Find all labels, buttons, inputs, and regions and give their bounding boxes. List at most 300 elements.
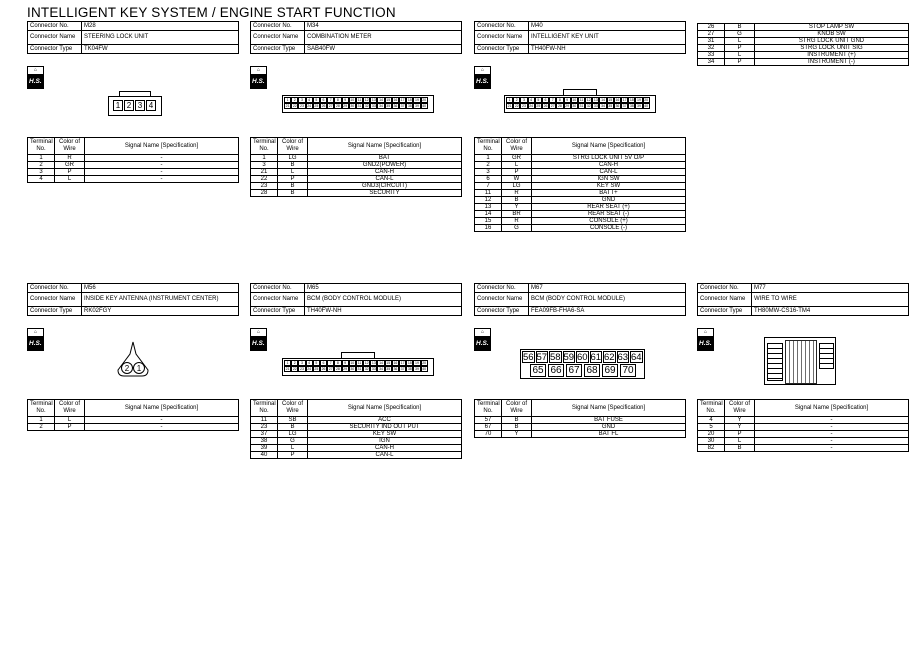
terminal-no-header: Terminal No. [28,400,55,417]
connector-name-value: COMBINATION METER [305,31,462,45]
pin: 33 [593,104,598,108]
hs-badge [697,337,714,351]
color-of-wire-header: Color of Wire [725,400,755,417]
signal-name: - [755,417,909,424]
wire-color: P [725,45,755,52]
signal-name: CAN-H [308,169,462,176]
pin: 19 [637,98,641,102]
pin: 23 [300,367,304,371]
color-of-wire-header: Color of Wire [55,400,85,417]
terminal-no: 12 [475,197,502,204]
connector-header [474,21,686,54]
pin: 3 [298,360,305,366]
connector-no-label: Connector No. [251,284,305,293]
signal-table-grid [697,23,909,66]
connector-face-m67 [520,349,645,379]
pin: 4 [528,97,535,103]
table-row [28,155,239,162]
terminal-no: 7 [475,183,502,190]
harness-side-icon [474,66,491,89]
signal-header-row [475,400,686,417]
pin: 28 [557,104,562,108]
signal-name: CAN-L [532,169,686,176]
signal-table-grid [474,399,686,438]
signal-name: CAN-H [532,162,686,169]
table-row [475,197,686,204]
pin: 25 [536,104,541,108]
pin: 29 [343,104,348,108]
pin: 39 [415,104,419,108]
wire-color: R [55,155,85,162]
pin: 32 [364,104,369,108]
terminal-no: 4 [698,417,725,424]
pin: 25 [314,367,319,371]
header-row [698,307,909,316]
header-row [251,293,462,307]
connector-header [250,283,462,316]
hs-label: H.S. [29,340,42,347]
signal-name-header: Signal Name [Specification] [532,138,686,155]
connector-header-table [27,283,239,316]
signal-header-row [698,400,909,417]
harness-side-icon [474,328,491,351]
signal-header-row [251,400,462,417]
wire-color: LG [502,183,532,190]
pin: 70 [620,364,636,377]
signal-name: BAT FUSE [532,417,686,424]
pin: 68 [584,364,600,377]
signal-table [250,399,462,459]
pin: 16 [615,98,620,102]
hs-badge [27,75,44,89]
wire-color: B [278,424,308,431]
wire-color: GR [502,155,532,162]
pin: 6 [320,360,327,366]
signal-table-grid [27,399,239,431]
connector-header-table [27,21,239,54]
signal-header-row [28,138,239,155]
pin: 31 [579,104,584,108]
connector-latch [119,91,151,97]
pin: 59 [563,352,575,363]
pin: 28 [335,104,340,108]
terminal-no: 2 [28,162,55,169]
signal-table [27,399,239,431]
signal-name: ACC [308,417,462,424]
pin: 2 [291,97,298,103]
color-of-wire-header: Color of Wire [502,400,532,417]
connector-face-icon: ⌂ [27,328,44,337]
pin: 5 [313,360,320,366]
connector-name-label: Connector Name [28,31,82,45]
signal-name-header: Signal Name [Specification] [85,400,239,417]
pin: 9 [564,97,571,103]
pin: 30 [350,104,355,108]
pin: 11 [357,361,362,365]
signal-name: SECURITY IND OUT PUT [308,424,462,431]
connector-header-table [697,283,909,316]
hs-label: H.S. [29,78,42,85]
pin: 58 [550,352,561,363]
connector-type-label: Connector Type [28,307,82,316]
harness-side-icon [250,66,267,89]
wire-color: B [278,183,308,190]
wire-color: L [55,176,85,183]
pin: 13 [371,361,376,365]
terminal-no: 6 [475,176,502,183]
pin: 34 [379,367,383,371]
terminal-no: 13 [475,204,502,211]
signal-name: INSTRUMENT (+) [755,52,909,59]
signal-name: KEY SW [532,183,686,190]
wire-color: L [725,438,755,445]
header-row [251,31,462,45]
terminal-no: 11 [475,190,502,197]
color-of-wire-header: Color of Wire [278,400,308,417]
terminal-no: 40 [251,452,278,459]
connector-no-value: M28 [82,22,239,31]
terminal-no: 33 [698,52,725,59]
pin: 26 [321,104,326,108]
signal-name: - [85,169,239,176]
pin: 64 [631,352,642,363]
pin: 40 [422,104,427,108]
connector-no-value: M40 [529,22,686,31]
pin: 24 [529,104,534,108]
pin: 13 [371,98,376,102]
header-row [475,307,686,316]
hs-badge [474,75,491,89]
wire-color: L [55,417,85,424]
header-row [475,22,686,31]
terminal-no: 70 [475,431,502,438]
wire-color: L [278,169,308,176]
pin: 39 [637,104,641,108]
connector-type-value: TH40FW-NH [305,307,462,316]
pin: 18 [629,98,634,102]
terminal-no: 1 [28,155,55,162]
pin: 40 [422,367,427,371]
header-row [28,284,239,293]
pin: 11 [579,98,584,102]
terminal-no: 11 [251,417,278,424]
color-of-wire-header: Color of Wire [502,138,532,155]
pin: 14 [379,361,383,365]
signal-table [27,137,239,183]
connector-header [697,283,909,316]
signal-header-row [475,138,686,155]
signal-table-grid [250,137,462,197]
pin: 15 [608,98,613,102]
wire-color: B [725,24,755,31]
wire-color: R [502,190,532,197]
wire-color: Y [502,204,532,211]
pin: 21 [285,104,290,108]
pin: 40 [644,104,649,108]
table-row [698,59,909,66]
signal-name: REAR SEAT (-) [532,211,686,218]
pin: 12 [586,98,591,102]
pin: 4 [306,97,313,103]
wire-color: Y [725,417,755,424]
color-of-wire-header: Color of Wire [55,138,85,155]
pin: 21 [507,104,512,108]
wire-color: P [55,424,85,431]
signal-name: CAN-L [308,452,462,459]
signal-header-row [251,138,462,155]
connector-header-table [250,283,462,316]
connector-name-label: Connector Name [698,293,752,307]
pin-row [113,100,156,111]
pin: 5 [313,97,320,103]
header-row [28,31,239,45]
pin: 62 [604,352,615,363]
pin: 8 [556,97,563,103]
terminal-no-header: Terminal No. [475,138,502,155]
pin: 25 [314,104,319,108]
table-row [475,190,686,197]
table-row [698,438,909,445]
pin: 17 [400,361,405,365]
wire-color: B [502,424,532,431]
table-row [251,452,462,459]
connector-type-value: FEA09FB-FHA6-SA [529,307,686,316]
harness-side-icon [697,328,714,351]
pin-block-right [819,343,834,369]
pin: 24 [307,367,312,371]
pin: 35 [608,104,613,108]
signal-name: - [755,424,909,431]
table-row [251,176,462,183]
pin-number: 2 [124,364,130,373]
pin: 4 [306,360,313,366]
hs-label: H.S. [476,78,489,85]
connector-face-40pin [504,95,656,113]
pin-grid [506,97,652,109]
terminal-no: 1 [475,155,502,162]
signal-name: IGN SW [532,176,686,183]
pin: 34 [379,104,383,108]
signal-name: STRG LOCK UNIT GND [755,38,909,45]
connector-face-m28 [108,96,162,116]
signal-table-grid [27,137,239,183]
signal-name: CAN-L [308,176,462,183]
signal-name: BAT FL [532,431,686,438]
terminal-no: 4 [28,176,55,183]
terminal-no: 67 [475,424,502,431]
table-row [475,176,686,183]
connector-no-value: M65 [305,284,462,293]
connector-latch [341,352,375,359]
connector-name-label: Connector Name [251,31,305,45]
pin: 12 [364,361,369,365]
connector-face-icon: ⌂ [474,328,491,337]
pin: 1 [506,97,513,103]
pin: 65 [530,364,546,377]
table-row [475,204,686,211]
pin-row-bottom [530,364,636,377]
terminal-no: 31 [698,38,725,45]
header-row [28,293,239,307]
pin: 24 [307,104,312,108]
pin: 33 [371,104,376,108]
signal-name: GND [532,197,686,204]
header-row [28,22,239,31]
table-row [698,31,909,38]
terminal-no: 14 [475,211,502,218]
wire-color: B [502,417,532,424]
terminal-no: 30 [698,438,725,445]
wire-color: L [278,445,308,452]
hs-label: H.S. [476,340,489,347]
table-row [251,438,462,445]
pin: 27 [550,104,555,108]
pin: 2 [124,100,134,111]
terminal-no: 23 [251,183,278,190]
pin-number: 1 [136,364,142,373]
table-row [475,424,686,431]
terminal-no: 2 [28,424,55,431]
pin: 30 [572,104,577,108]
header-row [28,45,239,54]
pin: 2 [291,360,298,366]
pin: 6 [320,97,327,103]
hs-label: H.S. [699,340,712,347]
table-row [698,52,909,59]
header-row [251,22,462,31]
terminal-no: 82 [698,445,725,452]
pin-grid [284,97,430,109]
connector-type-label: Connector Type [475,307,529,316]
signal-name: - [755,431,909,438]
terminal-no: 27 [698,31,725,38]
pin: 20 [422,361,427,365]
pin: 57 [536,352,548,363]
hs-badge [27,337,44,351]
hs-label: H.S. [252,340,265,347]
terminal-no: 32 [698,45,725,52]
wire-color: LG [278,155,308,162]
pin: 35 [386,367,391,371]
terminal-no: 39 [251,445,278,452]
terminal-no: 22 [251,176,278,183]
pin-block-center [785,340,817,384]
wire-color: B [278,162,308,169]
connector-face-40pin [282,95,434,113]
wire-color: P [502,169,532,176]
pin: 12 [364,98,369,102]
signal-name-header: Signal Name [Specification] [532,400,686,417]
wire-color: P [278,176,308,183]
pin: 3 [135,100,145,111]
hs-badge [250,75,267,89]
pin: 26 [321,367,326,371]
signal-name: GND3(CIRCUIT) [308,183,462,190]
pin: 23 [300,104,304,108]
header-row [698,284,909,293]
pin: 30 [350,367,355,371]
pin: 9 [342,97,349,103]
signal-table-grid [697,399,909,452]
signal-name: BATT+ [532,190,686,197]
signal-header-row [28,400,239,417]
wire-color: SB [278,417,308,424]
pin: 32 [364,367,369,371]
connector-type-value: RK02FGY [82,307,239,316]
signal-name-header: Signal Name [Specification] [308,138,462,155]
connector-face-40pin [282,358,434,376]
terminal-no: 26 [698,24,725,31]
connector-header-table [474,21,686,54]
connector-name-value: BCM (BODY CONTROL MODULE) [305,293,462,307]
header-row [475,31,686,45]
pin: 31 [357,104,362,108]
connector-name-label: Connector Name [28,293,82,307]
table-row [251,417,462,424]
terminal-no-header: Terminal No. [475,400,502,417]
connector-no-label: Connector No. [698,284,752,293]
connector-face-icon: ⌂ [250,66,267,75]
terminal-no: 3 [475,169,502,176]
pin: 21 [285,367,290,371]
connector-type-label: Connector Type [251,45,305,54]
signal-name: REAR SEAT (+) [532,204,686,211]
header-row [28,307,239,316]
pin: 7 [327,97,334,103]
pin: 3 [298,97,305,103]
pin: 1 [284,97,291,103]
table-row [475,417,686,424]
connector-no-label: Connector No. [475,284,529,293]
hs-badge [474,337,491,351]
table-row [251,162,462,169]
wire-color: B [278,190,308,197]
pin: 36 [615,104,620,108]
signal-table [474,399,686,438]
table-row [475,225,686,232]
connector-header [27,283,239,316]
pin: 29 [343,367,348,371]
wire-color: W [502,176,532,183]
pin: 18 [407,361,412,365]
wire-color: G [725,31,755,38]
signal-name: - [85,424,239,431]
pin: 22 [292,367,297,371]
connector-no-value: M67 [529,284,686,293]
wire-color: P [725,431,755,438]
signal-name: STOP LAMP SW [755,24,909,31]
pin: 17 [622,98,627,102]
connector-type-label: Connector Type [698,307,752,316]
table-row [475,162,686,169]
connector-face-icon: ⌂ [250,328,267,337]
header-row [251,284,462,293]
terminal-no: 3 [28,169,55,176]
signal-name: CONSOLE (-) [532,225,686,232]
pin: 31 [357,367,362,371]
pin: 17 [400,98,405,102]
signal-name: - [85,162,239,169]
pin: 36 [393,104,398,108]
table-row [28,162,239,169]
header-row [475,45,686,54]
pin: 22 [292,104,297,108]
wire-color: P [55,169,85,176]
table-row [698,445,909,452]
terminal-no: 3 [251,162,278,169]
wire-color: L [725,38,755,45]
signal-table-grid [474,137,686,232]
